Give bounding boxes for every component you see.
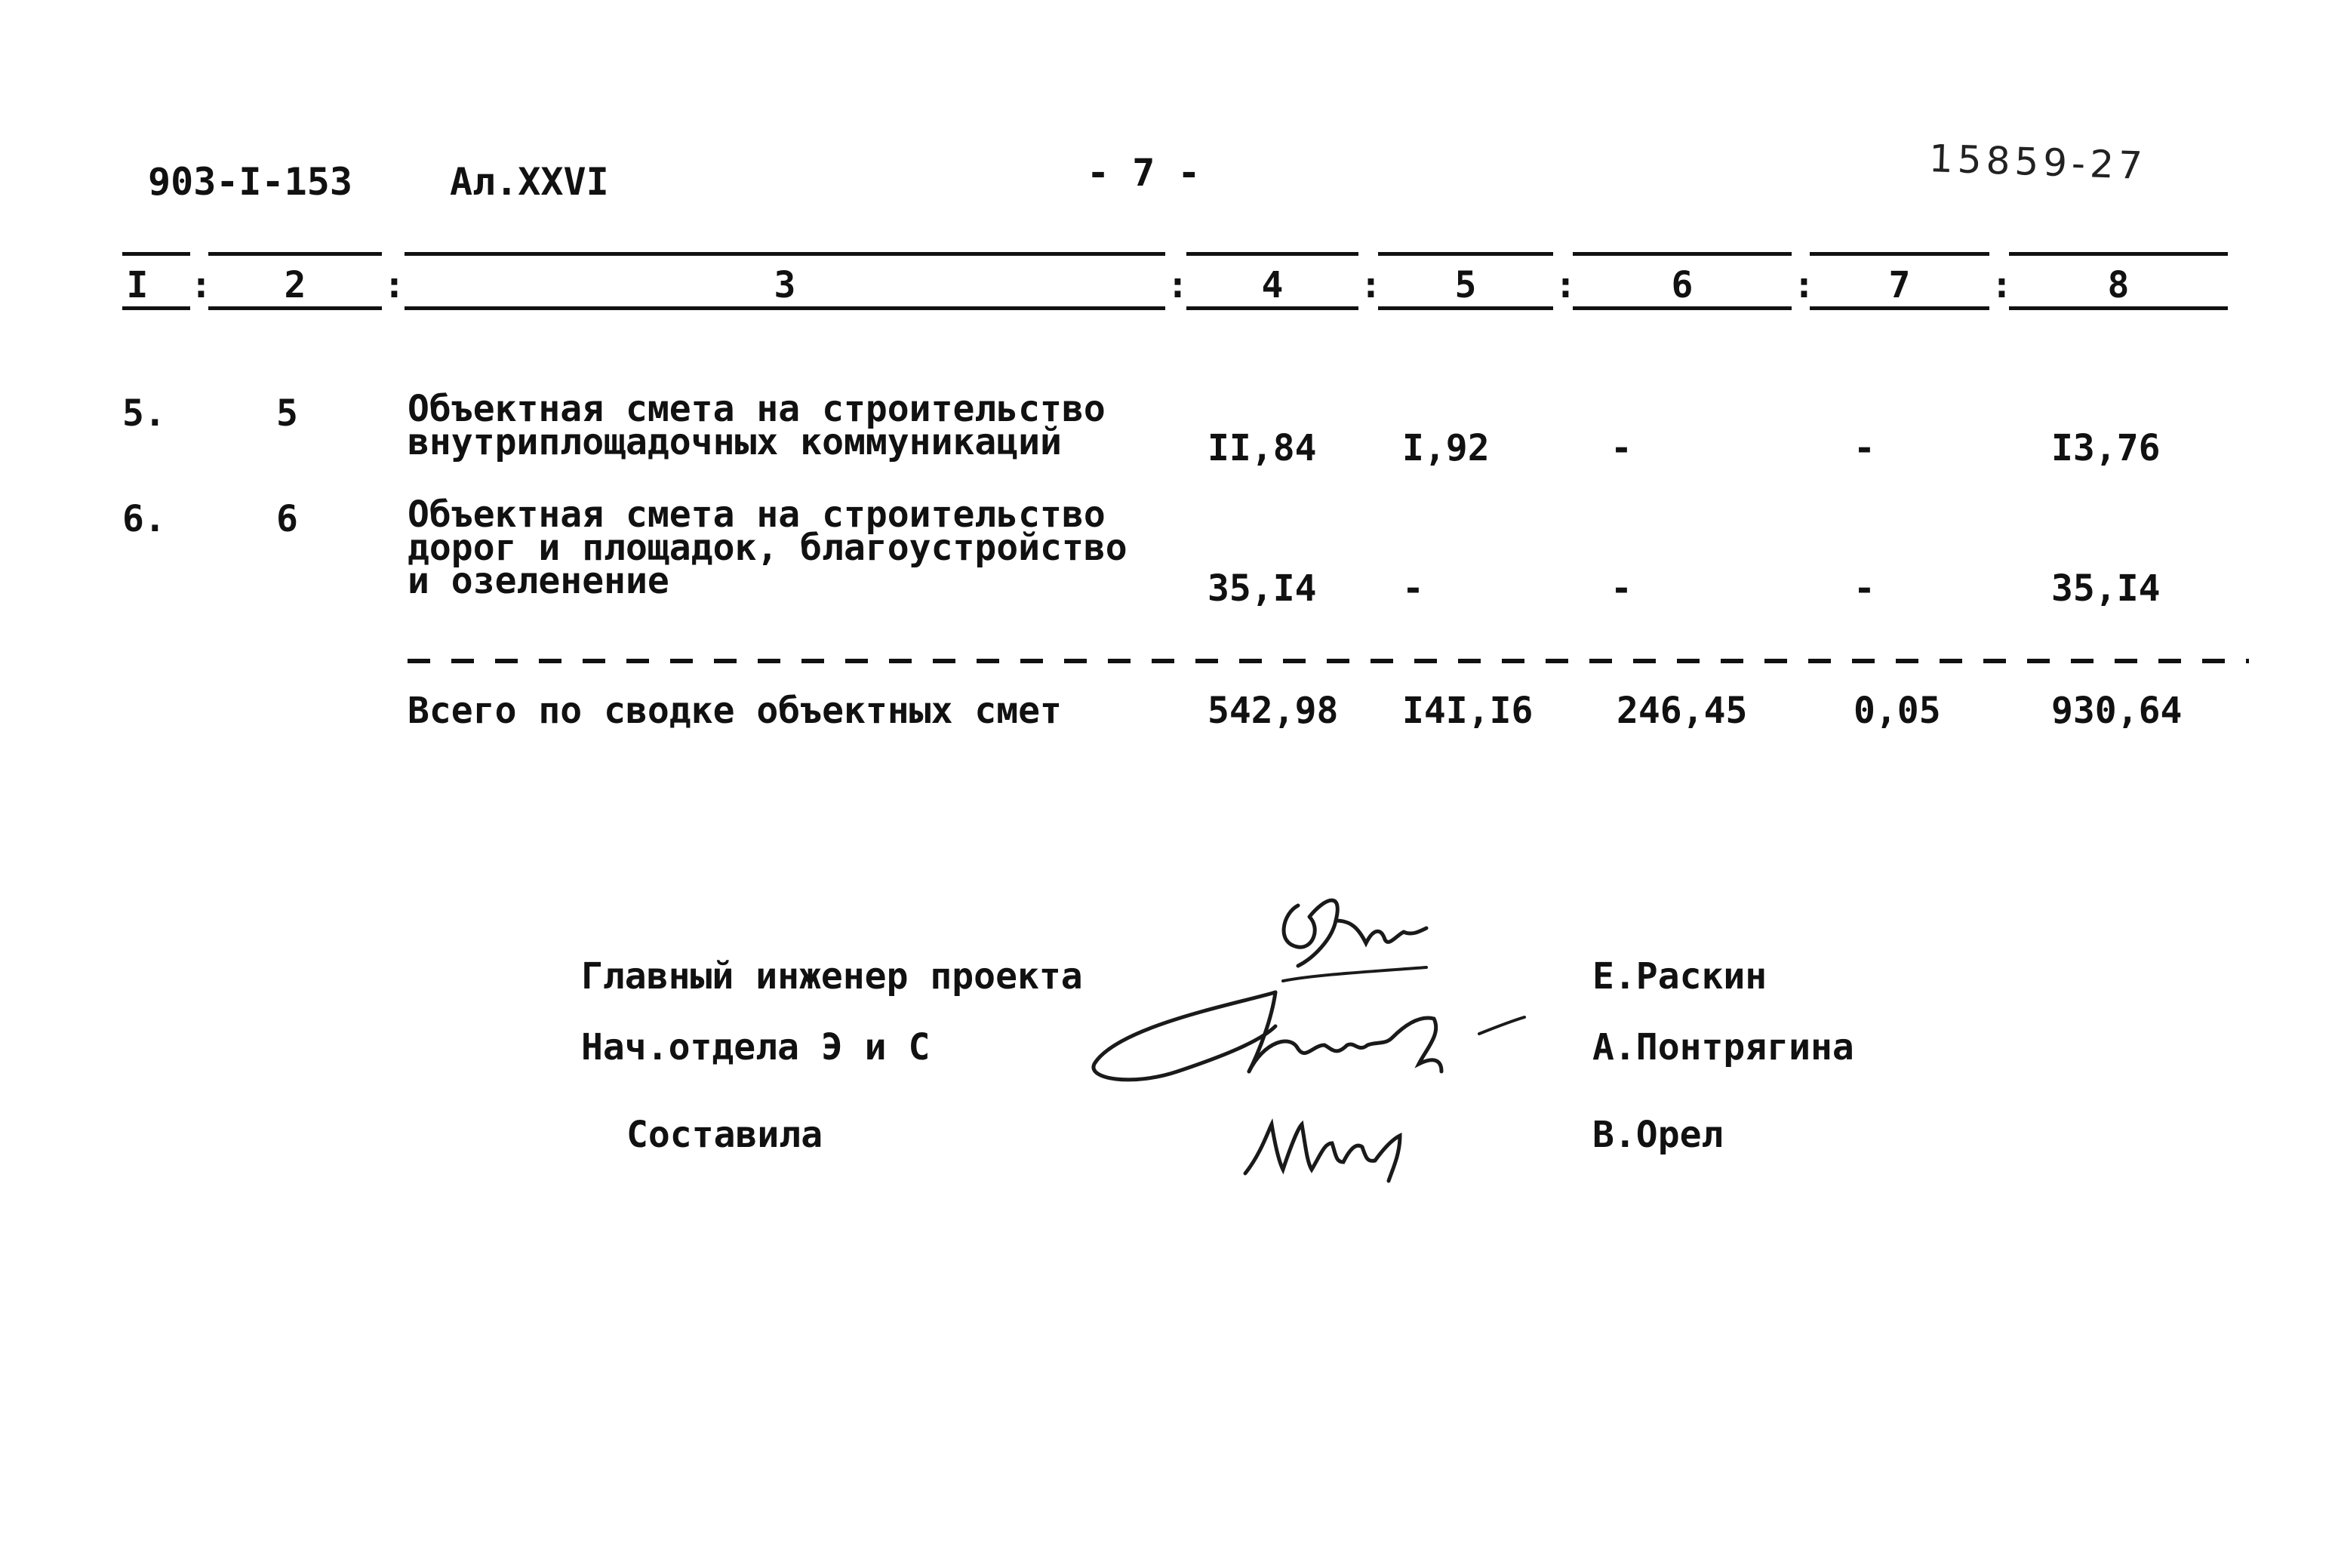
- page-number: - 7 -: [1087, 151, 1201, 195]
- cell-col6: -: [1611, 427, 1632, 469]
- row-description: Объектная смета на строительство дорог и площадок, благоустройство и озеленение: [408, 493, 1128, 602]
- cell-col8: 35,I4: [2051, 567, 2161, 610]
- signature-name: В.Орел: [1592, 1114, 1724, 1156]
- column-number: 4: [1261, 264, 1284, 306]
- column-number: 2: [284, 264, 306, 306]
- signature-role: Составила: [626, 1114, 823, 1156]
- cell-col7: -: [1854, 427, 1875, 469]
- row-number: 6.: [122, 498, 166, 540]
- column-number: 7: [1888, 264, 1911, 306]
- row-description: Объектная смета на строительство внутриплощадочных коммуникаций: [408, 388, 1106, 463]
- signature-orel: [1238, 1109, 1434, 1185]
- row-code: 6: [276, 498, 298, 540]
- total-col4: 542,98: [1207, 690, 1339, 732]
- signature-pontryagina: [1087, 973, 1540, 1102]
- signature-name: А.Понтрягина: [1592, 1026, 1854, 1068]
- cell-col4: II,84: [1207, 427, 1317, 469]
- archive-number: 15859-27: [1928, 136, 2148, 189]
- total-col7: 0,05: [1854, 690, 1941, 732]
- dashed-divider: [408, 659, 2249, 663]
- column-number: I: [126, 264, 149, 306]
- column-number: 6: [1671, 264, 1694, 306]
- signature-name: Е.Раскин: [1592, 955, 1767, 998]
- column-number: 8: [2107, 264, 2130, 306]
- signature-role: Главный инженер проекта: [581, 955, 1083, 998]
- cell-col4: 35,I4: [1207, 567, 1317, 610]
- total-col6: 246,45: [1617, 690, 1748, 732]
- doc-code: 903-I-153: [148, 160, 352, 204]
- cell-col7: -: [1854, 567, 1875, 610]
- column-number: 3: [774, 264, 796, 306]
- row-number: 5.: [122, 392, 166, 435]
- column-number: 5: [1454, 264, 1477, 306]
- row-code: 5: [276, 392, 298, 435]
- cell-col6: -: [1611, 567, 1632, 610]
- cell-col5: -: [1402, 567, 1424, 610]
- signature-role: Нач.отдела Э и С: [581, 1026, 931, 1068]
- total-label: Всего по сводке объектных смет: [408, 690, 1062, 732]
- cell-col5: I,92: [1402, 427, 1490, 469]
- total-col8: 930,64: [2051, 690, 2183, 732]
- total-col5: I4I,I6: [1402, 690, 1534, 732]
- album-number: Ал.XXVI: [450, 160, 609, 204]
- cell-col8: I3,76: [2051, 427, 2161, 469]
